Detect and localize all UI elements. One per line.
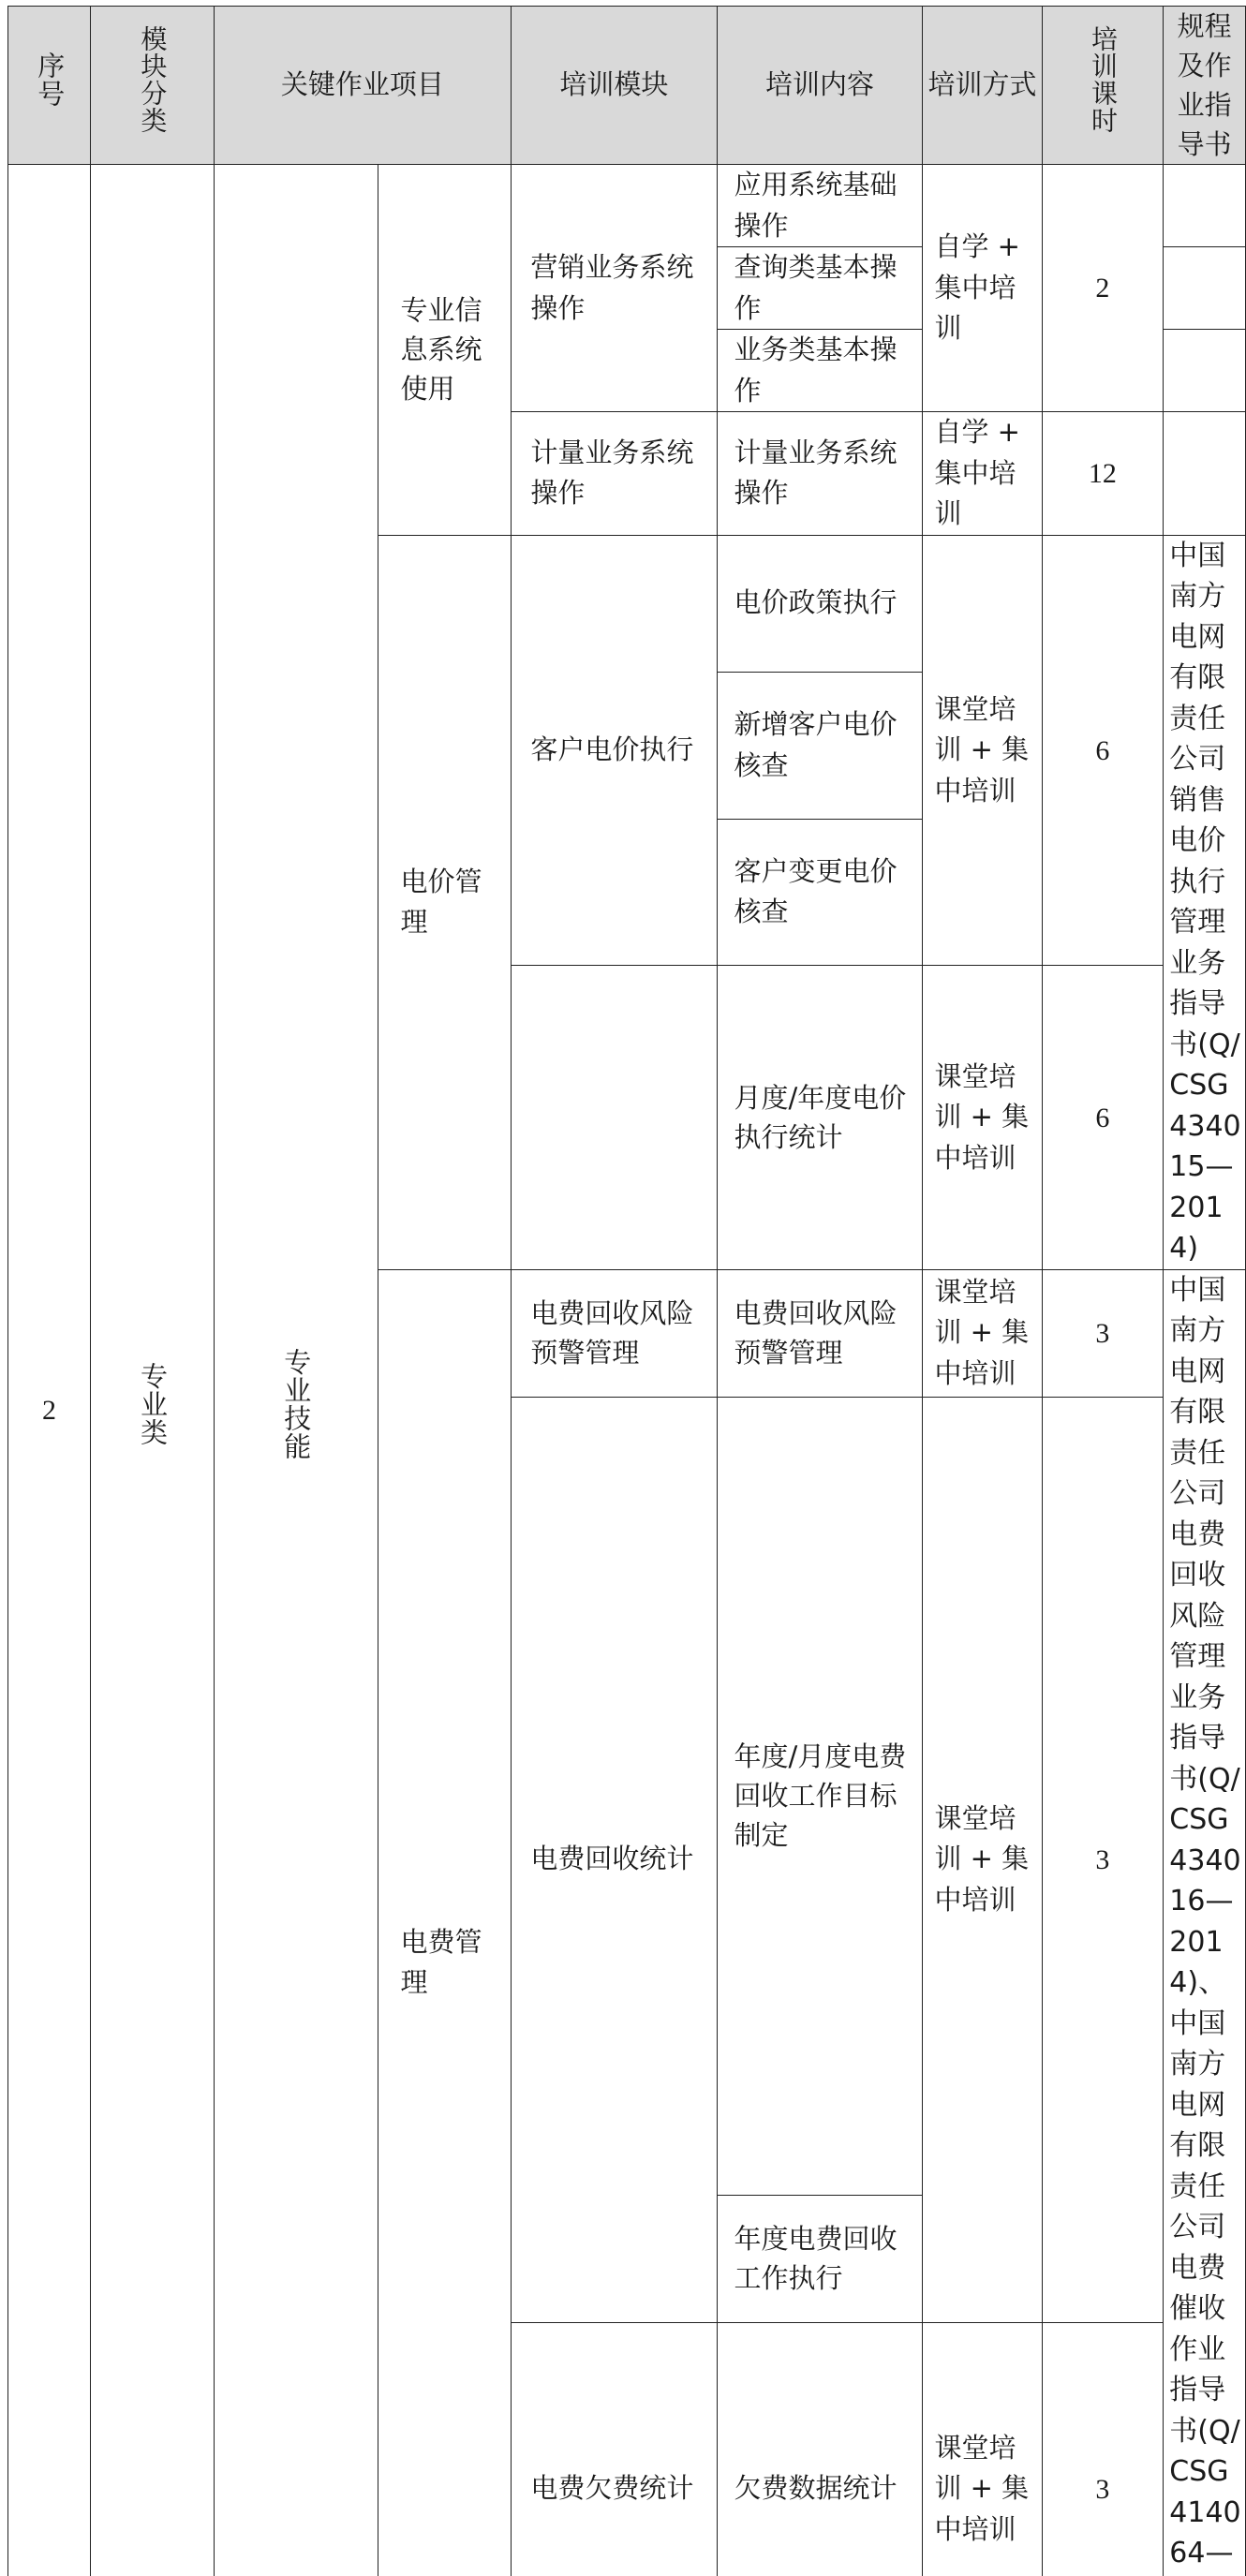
cell-method-price-exec: 课堂培训 + 集中培训 (923, 535, 1042, 966)
cell-standard-empty (1164, 165, 1246, 247)
cell-content-business-basic: 业务类基本操作 (717, 330, 923, 412)
cell-content-new-check: 新增客户电价核查 (717, 672, 923, 819)
cell-content-change-check: 客户变更电价核查 (717, 819, 923, 966)
cell-module-metering: 计量业务系统操作 (512, 412, 717, 536)
header-train-method: 培训方式 (923, 7, 1042, 165)
cell-module-arrears: 电费欠费统计 (512, 2322, 717, 2576)
cell-method-risk: 课堂培训 + 集中培训 (923, 1269, 1042, 1397)
cell-standard-empty (1164, 330, 1246, 412)
cell-hours-monthly: 6 (1042, 966, 1164, 1269)
header-row (8, 7, 1246, 165)
cell-method-marketing: 自学 + 集中培训 (923, 165, 1042, 412)
cell-hours-metering: 12 (1042, 412, 1164, 536)
cell-hours-marketing: 2 (1042, 165, 1164, 412)
cell-method-metering: 自学 + 集中培训 (923, 412, 1042, 536)
header-standard: 规程及作业指导书 (1164, 7, 1246, 165)
header-seq: 序号 (8, 7, 91, 165)
cell-skill: 专业技能 (214, 165, 378, 2576)
document-page (7, 6, 1246, 2576)
training-table (7, 6, 1246, 2576)
cell-group-fee-mgmt: 电费管理 (378, 1269, 512, 2576)
cell-standard-fee: 中国南方电网有限责任公司电费回收风险管理业务指导书(Q/CSG434016—2014)、中国南方电网有限责任公司电费催收作业指导书(Q/CSG414064— (1164, 1269, 1246, 2576)
cell-module-fee-risk: 电费回收风险预警管理 (512, 1269, 717, 1397)
cell-hours-risk: 3 (1042, 1269, 1164, 1397)
cell-group-info-system: 专业信息系统使用 (378, 165, 512, 536)
cell-module-empty (512, 966, 717, 1269)
cell-module-price-exec: 客户电价执行 (512, 535, 717, 966)
cell-content-query-basic: 查询类基本操作 (717, 247, 923, 330)
cell-content-metering-op: 计量业务系统操作 (717, 412, 923, 536)
cell-seq: 2 (8, 165, 91, 2576)
cell-content-monthly-stat: 月度/年度电价执行统计 (717, 966, 923, 1269)
cell-method-fee-stat: 课堂培训 + 集中培训 (923, 1397, 1042, 2322)
cell-method-arrears: 课堂培训 + 集中培训 (923, 2322, 1042, 2576)
header-train-hours: 培训课时 (1042, 7, 1164, 165)
cell-standard-price: 中国南方电网有限责任公司销售电价执行管理业务指导书(Q/CSG434015—2014) (1164, 535, 1246, 1269)
cell-content-risk-warn: 电费回收风险预警管理 (717, 1269, 923, 1397)
cell-content-policy-exec: 电价政策执行 (717, 535, 923, 672)
cell-hours-fee-stat: 3 (1042, 1397, 1164, 2322)
cell-content-goal-exec: 年度电费回收工作执行 (717, 2195, 923, 2322)
cell-content-app-basic: 应用系统基础操作 (717, 165, 923, 247)
cell-standard-empty (1164, 247, 1246, 330)
header-train-content: 培训内容 (717, 7, 923, 165)
cell-content-arrears: 欠费数据统计 (717, 2322, 923, 2576)
cell-group-price-mgmt: 电价管理 (378, 535, 512, 1269)
header-key-item: 关键作业项目 (214, 7, 512, 165)
cell-standard-empty (1164, 412, 1246, 536)
table-row (8, 165, 1246, 247)
cell-module-fee-stat: 电费回收统计 (512, 1397, 717, 2322)
cell-module-marketing: 营销业务系统操作 (512, 165, 717, 412)
cell-content-goal-set: 年度/月度电费回收工作目标制定 (717, 1397, 923, 2195)
cell-method-monthly: 课堂培训 + 集中培训 (923, 966, 1042, 1269)
header-module-class: 模块分类 (91, 7, 215, 165)
cell-hours-price-exec: 6 (1042, 535, 1164, 966)
header-train-module: 培训模块 (512, 7, 717, 165)
cell-module-class: 专业类 (91, 165, 215, 2576)
cell-hours-arrears: 3 (1042, 2322, 1164, 2576)
